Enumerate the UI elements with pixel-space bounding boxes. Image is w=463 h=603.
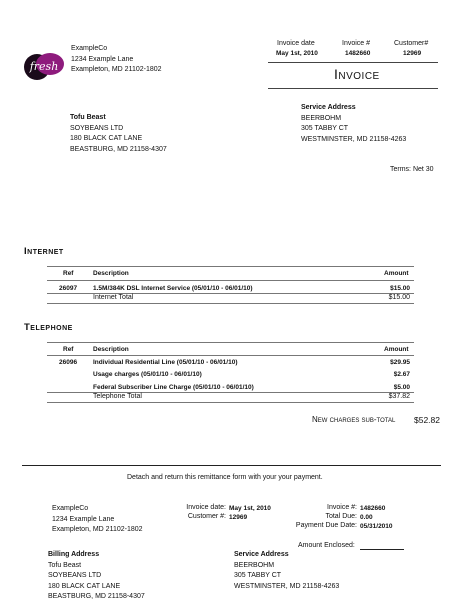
telephone-section-title: Telephone	[24, 322, 73, 333]
remittance-billing-line3: 180 BLACK CAT LANE	[48, 582, 121, 590]
remittance-customer-label: Customer #:	[187, 513, 226, 520]
remittance-billing-line2: SOYBEANS LTD	[48, 572, 102, 579]
internet-table-top	[47, 266, 414, 267]
remittance-service-label: Service Address	[234, 551, 289, 558]
service-address	[301, 103, 406, 145]
telephone-ref-header: Ref	[63, 346, 74, 353]
telephone-row-ref: 26096	[59, 359, 78, 366]
telephone-total-label: Telephone Total	[93, 393, 142, 400]
invoice-date-value: May 1st, 2010	[276, 50, 318, 57]
invoice-number-value: 1482660	[345, 50, 371, 57]
remittance-due-date-label: Payment Due Date:	[295, 522, 357, 529]
customer-number-label: Customer#	[394, 40, 429, 47]
remittance-invoice-number-label: Invoice #:	[327, 504, 357, 511]
telephone-row-description: Usage charges (05/01/10 - 06/01/10)	[93, 371, 202, 378]
telephone-row-amount: $5.00	[393, 384, 410, 391]
telephone-row-description: Federal Subscriber Line Charge (05/01/10 - 06/01/10)	[93, 384, 254, 391]
amount-enclosed-field[interactable]	[360, 549, 404, 550]
company-address	[71, 44, 162, 76]
remittance-company	[52, 504, 143, 536]
internet-description-header: Description	[93, 270, 129, 277]
telephone-total-value: $37.82	[388, 393, 410, 400]
remittance-service-line1: BEERBOHM	[234, 561, 275, 569]
telephone-table-top	[47, 342, 414, 343]
logo-text: fresh	[29, 60, 59, 73]
bill-to-line1: SOYBEANS LTD	[70, 124, 124, 132]
internet-row-description: 1.5M/384K DSL Internet Service (05/01/10 - 06/01/10)	[93, 285, 253, 292]
subtotal-label: New charges sub-total	[312, 415, 396, 424]
internet-row-ref: 26097	[59, 285, 78, 292]
remittance-billing-address	[48, 550, 145, 603]
remittance-service-line2: 305 TABBY CT	[234, 572, 282, 579]
internet-row-amount: $15.00	[390, 285, 410, 292]
invoice-title: Invoice	[334, 66, 380, 82]
bill-to-line2: 180 BLACK CAT LANE	[70, 135, 143, 142]
remittance-invoice-number-value: 1482660	[360, 505, 386, 512]
detach-line	[22, 465, 441, 466]
amount-enclosed-label: Amount Enclosed:	[298, 542, 355, 549]
bill-to-name: Tofu Beast	[70, 114, 106, 121]
company-address-line2: Exampleton, MD 21102-1802	[71, 66, 162, 73]
service-address-line3: WESTMINSTER, MD 21158-4263	[301, 135, 407, 143]
service-address-line1: BEERBOHM	[301, 114, 342, 122]
bill-to-address	[70, 113, 167, 155]
remittance-total-due-value: 0.00	[360, 514, 373, 521]
remittance-invoice-date-label: Invoice date:	[186, 504, 226, 511]
remittance-billing-line1: Tofu Beast	[48, 561, 82, 569]
service-address-label: Service Address	[301, 104, 356, 111]
internet-table-bottom	[47, 303, 414, 304]
service-address-line2: 305 TABBY CT	[301, 125, 349, 132]
telephone-row-amount: $2.67	[393, 371, 410, 378]
telephone-description-header: Description	[93, 346, 129, 353]
company-name: ExampleCo	[71, 45, 108, 52]
customer-number-value: 12969	[403, 50, 422, 57]
internet-table-header-line	[47, 280, 414, 281]
invoice-date-label: Invoice date	[277, 40, 315, 47]
internet-ref-header: Ref	[63, 270, 74, 277]
remittance-total-due-label: Total Due:	[325, 513, 357, 520]
payment-terms: Terms: Net 30	[390, 166, 434, 173]
company-logo	[23, 52, 65, 82]
telephone-amount-header: Amount	[384, 346, 409, 353]
remittance-company-name: ExampleCo	[52, 505, 89, 512]
telephone-row-description: Individual Residential Line (05/01/10 - 06/01/10)	[93, 359, 238, 366]
internet-section-title: Internet	[24, 246, 64, 257]
remittance-service-address	[234, 550, 339, 592]
bill-to-line3: BEASTBURG, MD 21158-4307	[70, 145, 167, 153]
remittance-due-date-value: 05/31/2010	[360, 523, 393, 530]
invoice-number-label: Invoice #	[342, 40, 371, 47]
remittance-billing-label: Billing Address	[48, 551, 100, 558]
remittance-instruction: Detach and return this remittance form with your your payment.	[127, 474, 323, 481]
telephone-table-header-line	[47, 355, 414, 356]
subtotal-value: $52.82	[414, 415, 440, 425]
remittance-invoice-date-value: May 1st, 2010	[229, 505, 271, 512]
header-divider-bottom	[268, 88, 438, 89]
header-divider-top	[268, 62, 438, 63]
remittance-customer-value: 12969	[229, 514, 248, 521]
company-address-line1: 1234 Example Lane	[71, 55, 134, 63]
internet-total-value: $15.00	[388, 294, 410, 301]
telephone-table-bottom	[47, 402, 414, 403]
internet-amount-header: Amount	[384, 270, 409, 277]
remittance-company-address1: 1234 Example Lane	[52, 515, 115, 523]
remittance-billing-line4: BEASTBURG, MD 21158-4307	[48, 593, 145, 600]
telephone-row-amount: $29.95	[390, 359, 410, 366]
internet-total-label: Internet Total	[93, 294, 134, 301]
remittance-company-address2: Exampleton, MD 21102-1802	[52, 526, 143, 533]
remittance-service-line3: WESTMINSTER, MD 21158-4263	[234, 582, 340, 590]
